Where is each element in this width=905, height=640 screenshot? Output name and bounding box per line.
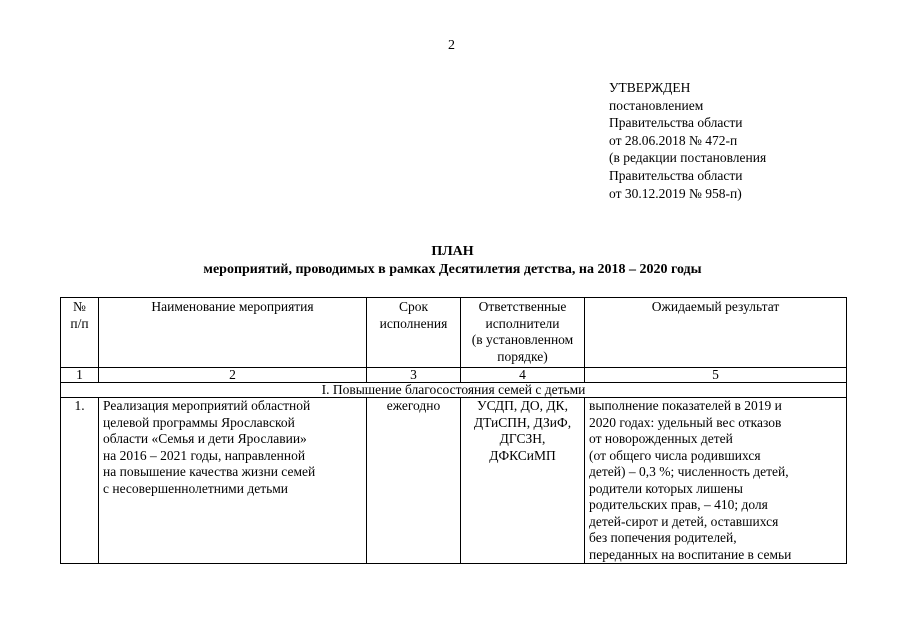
document-subtitle: мероприятий, проводимых в рамках Десятилетия детства, на 2018 – 2020 годы bbox=[203, 262, 702, 277]
row-result-line: родительских прав, – 410; доля bbox=[589, 497, 768, 512]
row-name-line: на 2016 – 2021 годы, направленной bbox=[103, 447, 306, 463]
row-executors-line: ДФКСиМП bbox=[489, 447, 556, 463]
approval-line: постановлением bbox=[609, 97, 704, 113]
header-result-line: Ожидаемый результат bbox=[651, 299, 780, 314]
header-num bbox=[61, 298, 99, 368]
row-name-line: с несовершеннолетними детьми bbox=[103, 480, 289, 496]
plan-table bbox=[60, 297, 847, 564]
row-name-line: Реализация мероприятий областной bbox=[103, 398, 311, 413]
header-name bbox=[99, 298, 367, 368]
section-heading: I. Повышение благосостояния семей с детьми bbox=[61, 383, 847, 398]
header-num-line: п/п bbox=[70, 315, 89, 331]
approval-line: УТВЕРЖДЕН bbox=[609, 80, 691, 95]
row-result-line: без попечения родителей, bbox=[589, 530, 737, 545]
row-name-line: области «Семья и дети Ярославии» bbox=[103, 431, 307, 446]
header-executors-line: исполнители bbox=[485, 315, 560, 331]
document-title: ПЛАН bbox=[431, 244, 474, 259]
row-name bbox=[99, 398, 367, 564]
row-executors-line: ДГСЗН, bbox=[499, 431, 546, 446]
header-executors-line: Ответственные bbox=[478, 299, 567, 314]
row-number: 1. bbox=[61, 398, 99, 564]
row-name-line: на повышение качества жизни семей bbox=[103, 464, 316, 479]
approval-stamp bbox=[609, 79, 766, 202]
row-executors-line: ДТиСПН, ДЗиФ, bbox=[473, 414, 572, 430]
approval-line: Правительства области bbox=[609, 115, 743, 131]
header-result bbox=[585, 298, 847, 368]
header-executors-line: порядке) bbox=[497, 348, 548, 364]
approval-line: от 30.12.2019 № 958-п) bbox=[609, 185, 742, 201]
row-result-line: (от общего числа родившихся bbox=[589, 447, 761, 463]
row-result-line: детей-сирот и детей, оставшихся bbox=[589, 513, 779, 529]
row-name-line: целевой программы Ярославской bbox=[103, 414, 295, 430]
header-row bbox=[61, 298, 847, 368]
approval-line: от 28.06.2018 № 472-п bbox=[609, 132, 738, 148]
column-number: 3 bbox=[367, 368, 461, 383]
row-result-line: от новорожденных детей bbox=[589, 431, 733, 446]
column-number: 2 bbox=[99, 368, 367, 383]
row-term: ежегодно bbox=[367, 398, 461, 564]
page-number: 2 bbox=[448, 38, 455, 53]
approval-line: (в редакции постановления bbox=[609, 150, 767, 166]
column-number-row bbox=[61, 368, 847, 383]
header-num-line: № bbox=[73, 299, 86, 314]
row-result-line: родители которых лишены bbox=[589, 480, 743, 496]
header-term-line: Срок bbox=[398, 299, 429, 314]
column-number: 5 bbox=[585, 368, 847, 383]
row-result bbox=[585, 398, 847, 564]
row-result-line: выполнение показателей в 2019 и bbox=[589, 398, 782, 413]
row-executors-line: УСДП, ДО, ДК, bbox=[477, 398, 568, 413]
header-executors bbox=[461, 298, 585, 368]
row-executors bbox=[461, 398, 585, 564]
column-number: 1 bbox=[61, 368, 99, 383]
header-name-line: Наименование мероприятия bbox=[151, 299, 314, 314]
approval-line: Правительства области bbox=[609, 167, 743, 183]
column-number: 4 bbox=[461, 368, 585, 383]
row-result-line: переданных на воспитание в семьи bbox=[589, 546, 792, 562]
header-term bbox=[367, 298, 461, 368]
table-row bbox=[61, 398, 847, 564]
row-result-line: детей) – 0,3 %; численность детей, bbox=[589, 464, 789, 479]
header-executors-line: (в установленном bbox=[471, 332, 574, 347]
row-result-line: 2020 годах: удельный вес отказов bbox=[589, 414, 782, 430]
header-term-line: исполнения bbox=[379, 315, 448, 331]
section-row bbox=[61, 383, 847, 398]
